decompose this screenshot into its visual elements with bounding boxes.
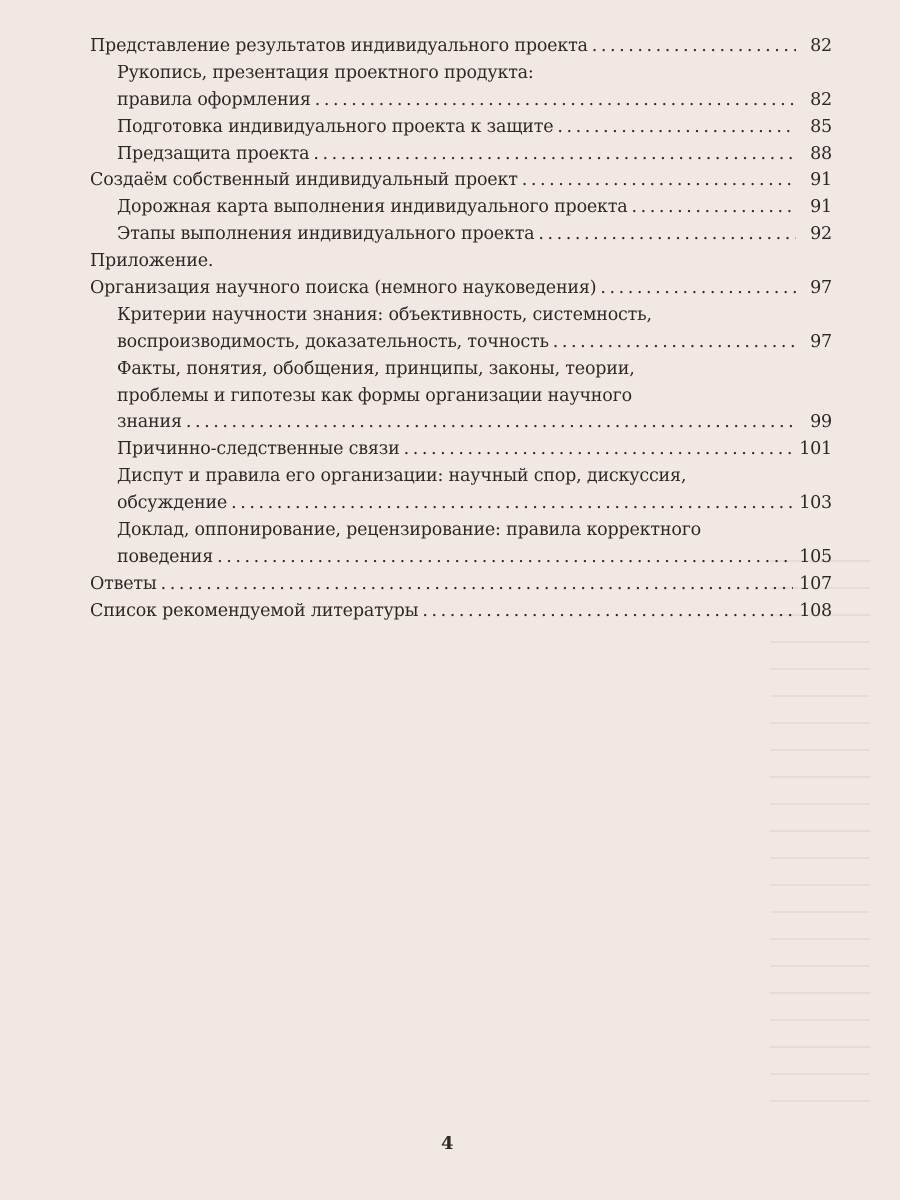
dot-leader [186, 409, 796, 436]
dot-leader [553, 329, 796, 356]
toc-entry-title: Критерии научности знания: объективность, системность, [117, 304, 652, 325]
toc-entry-title: правила оформления [117, 89, 311, 110]
toc-entry-title: знания [117, 412, 182, 433]
dot-leader [538, 221, 796, 248]
toc-entry-title: Ответы [90, 573, 157, 594]
toc-entry [90, 302, 832, 356]
toc-entry [90, 356, 832, 437]
dot-leader [600, 275, 796, 302]
toc-entry-title: Приложение. [90, 251, 214, 272]
toc-entry-title: Этапы выполнения индивидуального проекта [117, 224, 535, 245]
toc-page-number: 88 [810, 143, 832, 164]
toc-entry [90, 221, 832, 248]
toc-entry [90, 194, 832, 221]
toc-line [90, 517, 832, 544]
toc-line [90, 463, 832, 490]
toc-page-number: 107 [799, 573, 832, 594]
toc-line [90, 167, 832, 194]
toc-page-number: 101 [799, 439, 832, 460]
toc-page-number: 92 [810, 224, 832, 245]
toc-entry-title: Создаём собственный индивидуальный проект [90, 170, 518, 191]
toc-line [90, 221, 832, 248]
toc-entry [90, 463, 832, 517]
toc-entry [90, 517, 832, 571]
bleed-through [770, 560, 870, 1120]
toc-page-number: 85 [810, 116, 832, 137]
toc-entry-title: Список рекомендуемой литературы [90, 600, 419, 621]
toc-line [90, 329, 832, 356]
toc-page-number: 91 [810, 170, 832, 191]
toc-entry-title: Причинно-следственные связи [117, 439, 400, 460]
toc-page-number: 97 [810, 278, 832, 299]
toc-line [90, 490, 832, 517]
toc-entry [90, 33, 832, 60]
toc-line [90, 194, 832, 221]
toc-page-number: 108 [799, 600, 832, 621]
toc-entry [90, 60, 832, 114]
toc-line [90, 87, 832, 114]
toc-line [90, 33, 832, 60]
dot-leader [404, 436, 794, 463]
toc-line [90, 598, 832, 625]
page-number: 4 [441, 1133, 454, 1154]
dot-leader [592, 33, 796, 60]
toc-line [90, 436, 832, 463]
toc-entry-title: поведения [117, 546, 214, 567]
toc-page-number: 91 [810, 197, 832, 218]
toc-entry [90, 275, 832, 302]
toc-page-number: 99 [810, 412, 832, 433]
dot-leader [231, 490, 793, 517]
toc-line [90, 275, 832, 302]
toc-entry [90, 598, 832, 625]
toc-page-number: 105 [799, 546, 832, 567]
toc-line [90, 302, 832, 329]
toc-entry-title: воспроизводимость, доказательность, точность [117, 331, 549, 352]
dot-leader [557, 114, 796, 141]
toc-page-number: 97 [810, 331, 832, 352]
toc-line [90, 544, 832, 571]
toc-page-number: 103 [799, 493, 832, 514]
toc-line [90, 114, 832, 141]
dot-leader [313, 141, 796, 168]
toc-page-number: 82 [810, 36, 832, 56]
toc-entry-title: Факты, понятия, обобщения, принципы, законы, теории, [117, 358, 635, 379]
toc-entry [90, 167, 832, 194]
toc-entry-title: обсуждение [117, 493, 228, 514]
toc-entry [90, 436, 832, 463]
toc-entry-title: Рукопись, презентация проектного продукта: [117, 62, 534, 83]
toc-entry [90, 114, 832, 141]
toc-line [90, 60, 832, 87]
dot-leader [217, 544, 793, 571]
toc-page-number: 82 [810, 89, 832, 110]
toc-line [90, 141, 832, 168]
toc-entry-title: Доклад, оппонирование, рецензирование: правила корректного [117, 520, 702, 541]
toc-line [90, 356, 832, 383]
dot-leader [422, 598, 793, 625]
toc-entry [90, 248, 832, 275]
dot-leader [522, 167, 796, 194]
toc-entry-title: Дорожная карта выполнения индивидуального проекта [117, 197, 628, 218]
toc-entry-title: Организация научного поиска (немного науковедения) [90, 278, 597, 299]
dot-leader [315, 87, 796, 114]
toc-line [90, 571, 832, 598]
toc-line [90, 409, 832, 436]
toc-entry-title: Представление результатов индивидуального проекта [90, 36, 588, 56]
toc-entry-title: Диспут и правила его организации: научный спор, дискуссия, [117, 466, 687, 487]
dot-leader [632, 194, 796, 221]
toc-entry [90, 571, 832, 598]
toc-line [90, 248, 832, 275]
toc-line [90, 383, 832, 410]
toc-entry-title: проблемы и гипотезы как формы организации научного [117, 385, 632, 406]
toc-entry-title: Предзащита проекта [117, 143, 310, 164]
table-of-contents [90, 33, 832, 625]
toc-entry [90, 141, 832, 168]
toc-entry-title: Подготовка индивидуального проекта к защите [117, 116, 554, 137]
dot-leader [161, 571, 794, 598]
